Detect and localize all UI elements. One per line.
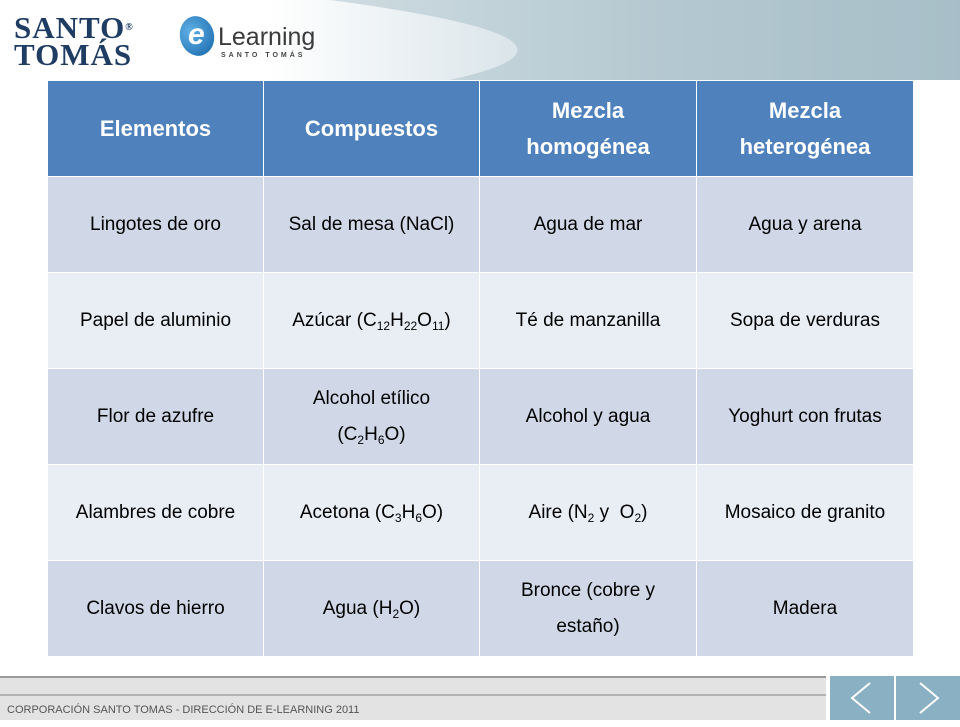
cell-heterogeneous: Sopa de verduras [697,273,914,369]
cell-heterogeneous: Yoghurt con frutas [697,369,914,465]
cell-element: Alambres de cobre [48,465,264,561]
cell-homogeneous: Té de manzanilla [480,273,697,369]
header-mezcla-heterogenea [697,81,914,177]
cell-heterogeneous: Mosaico de granito [697,465,914,561]
elearning-word: Learning [218,23,316,51]
footer-divider [0,676,826,678]
footer-divider-2 [0,694,826,696]
cell-heterogeneous: Agua y arena [697,177,914,273]
cell-element: Flor de azufre [48,369,264,465]
cell-compound: Sal de mesa (NaCl) [264,177,480,273]
table-row [48,273,914,369]
next-slide-button[interactable] [896,676,960,720]
cell-homogeneous: Alcohol y agua [480,369,697,465]
brand-line2: TOMÁS [14,37,133,72]
table-row [48,177,914,273]
classification-table [47,80,914,657]
header-col4-line1: Mezcla [768,97,842,123]
table-row [48,465,914,561]
table-header-row [48,81,914,177]
header-elementos: Elementos [48,81,264,177]
cell-compound: Acetona $(C_3H_6O)$ [264,465,480,561]
cell-homogeneous: Bronce (cobre y estaño) [480,561,697,657]
santo-tomas-logo [14,10,134,72]
cell-compound: Alcohol etílico $(C_2H_6O)$ [264,369,480,465]
footer-text: CORPORACIÓN SANTO TOMAS - DIRECCIÓN DE E-LEARNING 2011 [7,704,360,716]
header-col3-line1: Mezcla [551,97,625,123]
cell-homogeneous: Aire ($N_2$ y $O_2$) [480,465,697,561]
header-swoosh [330,0,960,80]
table-row [48,561,914,657]
header-mezcla-homogenea [480,81,697,177]
elearning-sub: SANTO TOMÁS [221,52,306,59]
header-compuestos: Compuestos [264,81,480,177]
elearning-e: e [188,18,205,51]
registered-mark: ® [125,22,134,33]
cell-element: Clavos de hierro [48,561,264,657]
chevron-right-icon [908,678,948,718]
cell-element: Lingotes de oro [48,177,264,273]
previous-slide-button[interactable] [830,676,894,720]
cell-element: Papel de aluminio [48,273,264,369]
table-row [48,369,914,465]
cell-heterogeneous: Madera [697,561,914,657]
chevron-left-icon [842,678,882,718]
elearning-logo [178,14,338,74]
cell-homogeneous: Agua de mar [480,177,697,273]
cell-compound: Agua $(H_2O)$ [264,561,480,657]
header-col4-line2: heterogénea [739,133,871,159]
header-col3-line2: homogénea [526,133,650,159]
cell-compound: Azúcar $(C_{12}H_{22}O_{11})$ [264,273,480,369]
brand-line1: SANTO [14,10,126,45]
